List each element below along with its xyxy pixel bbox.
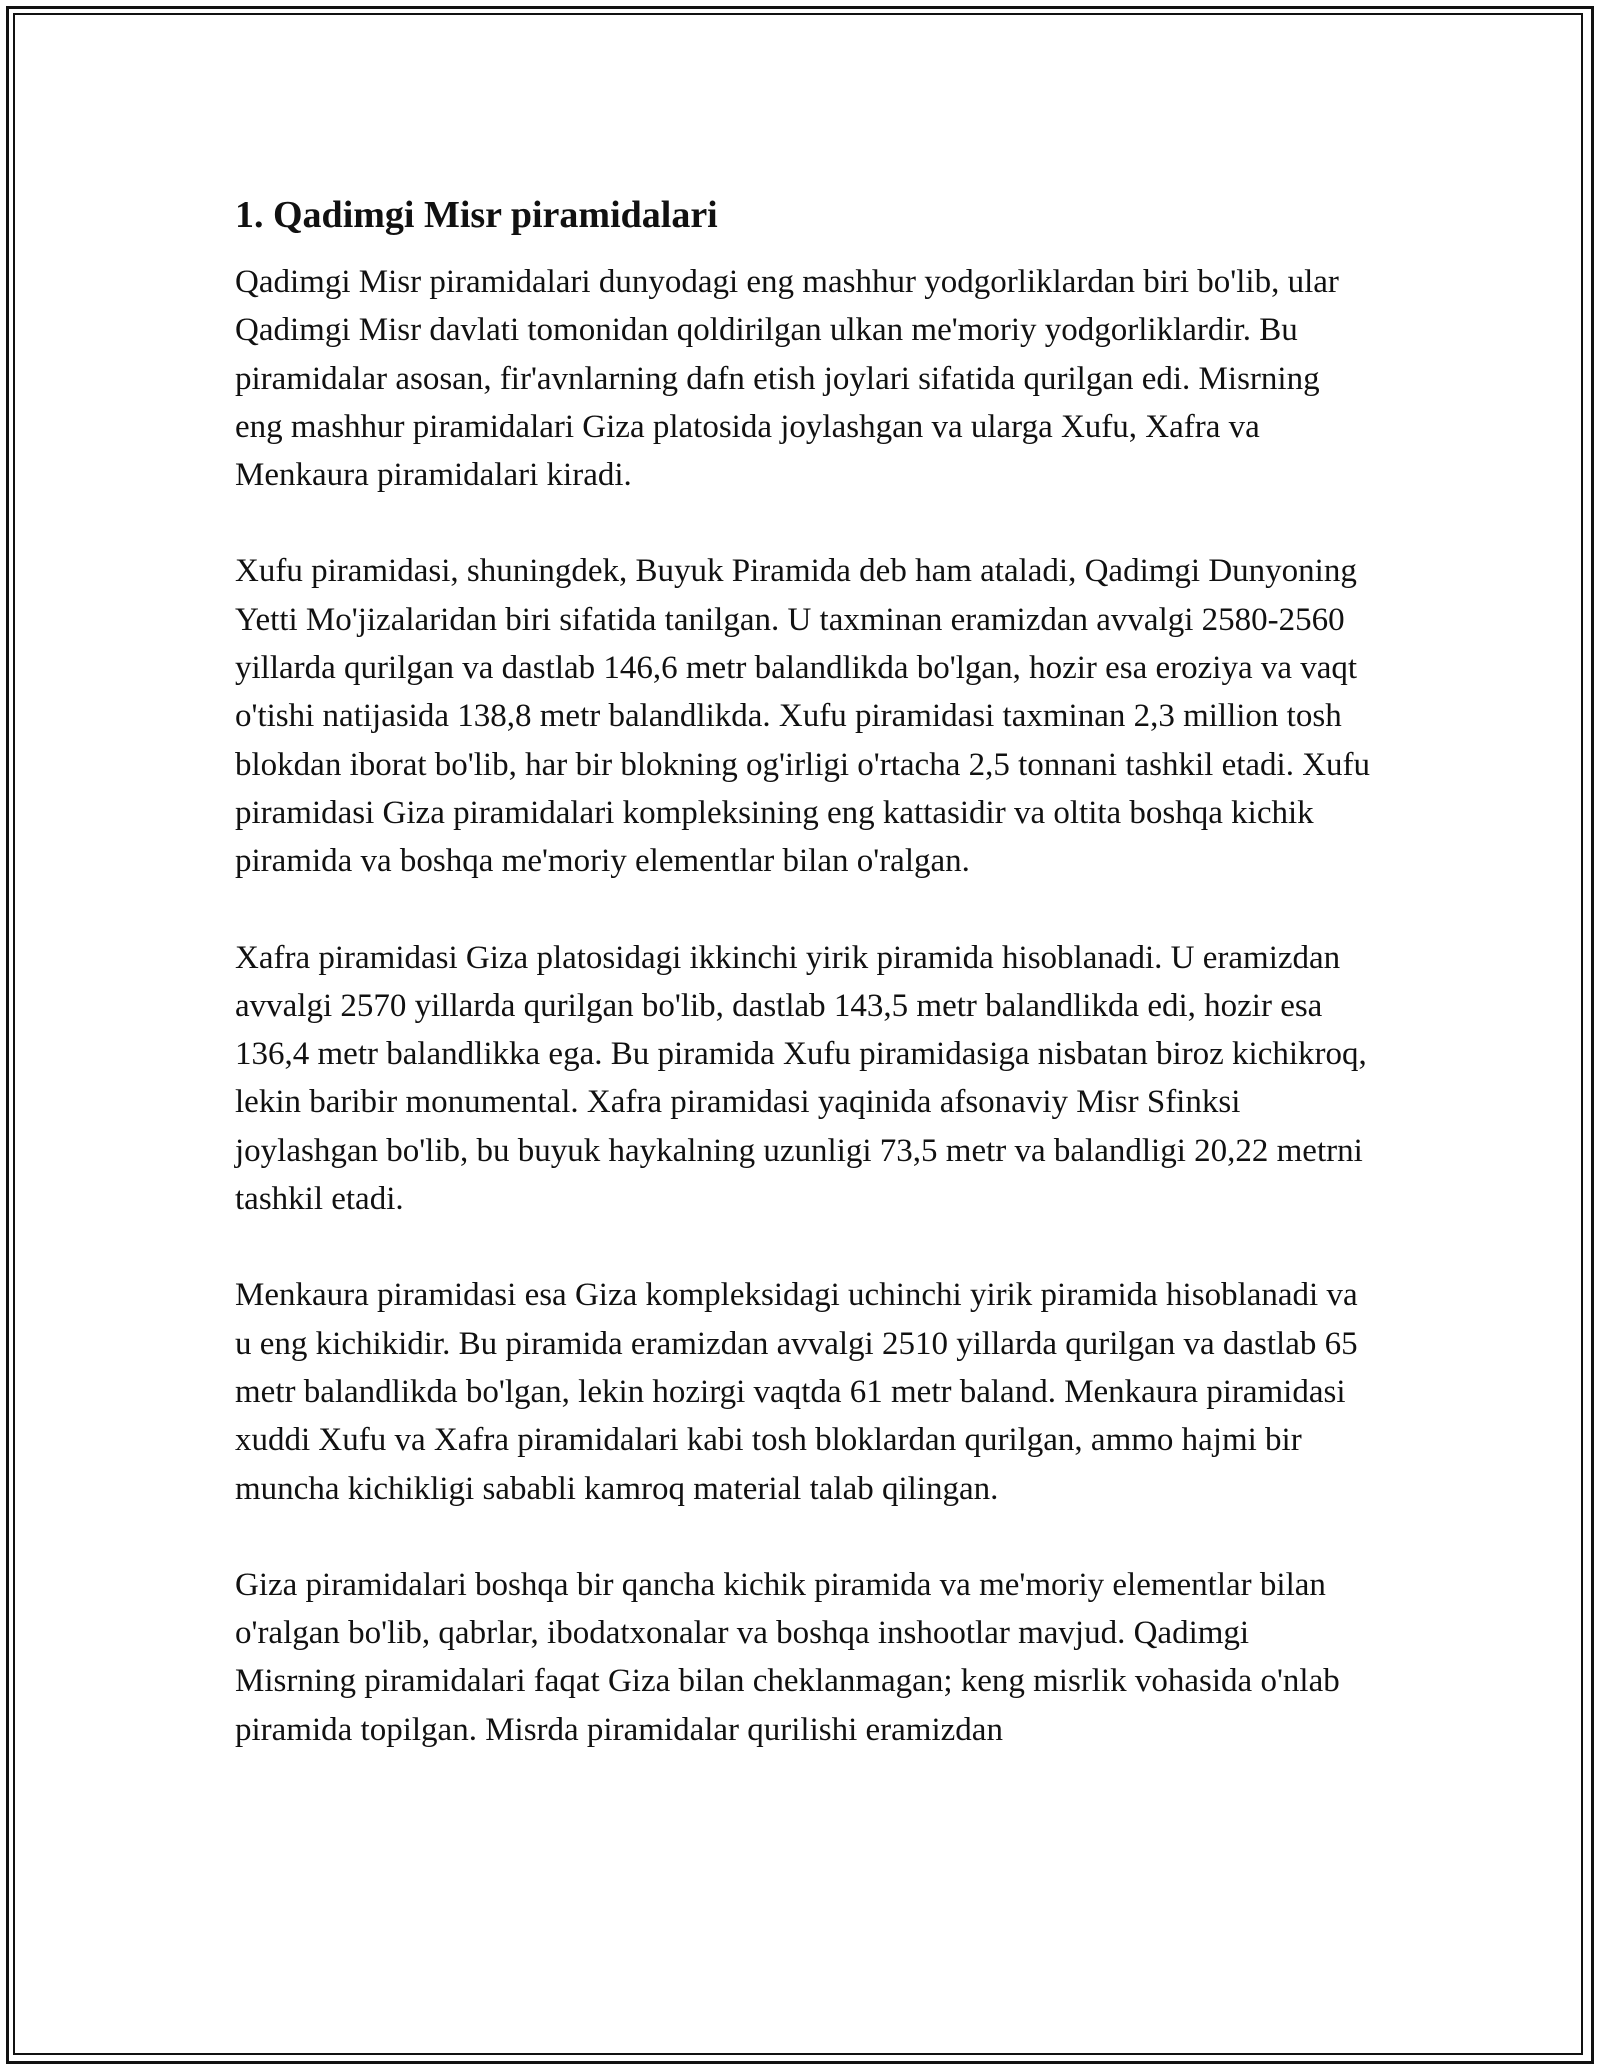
paragraph-giza-complex: Giza piramidalari boshqa bir qancha kichik piramida va me'moriy elementlar bilan o'ralgan bo'lib, qabrlar, ibodatxonalar va boshqa inshootlar mavjud. Qadimgi Misrning piramidalari faqat Giza bilan cheklanmagan; keng misrlik vohasida o'nlab piramida topilgan. Misrda piramidalar qurilishi eramizdan — [235, 1566, 1340, 1748]
paragraph-xufu: Xufu piramidasi, shuningdek, Buyuk Piramida deb ham ataladi, Qadimgi Dunyoning Yetti Mo'jizalaridan biri sifatida tanilgan. U taxminan eramizdan avvalgi 2580-2560 yillarda qurilgan va dastlab 146,6 metr balandlikda bo'lgan, hozir esa eroziya va vaqt o'tishi natijasida 138,8 metr balandlikda. Xufu piramidasi taxminan 2,3 million tosh blokdan iborat bo'lib, har bir blokning og'irligi o'rtacha 2,5 tonnani tashkil etadi. Xufu piramidasi Giza piramidalari kompleksining eng kattasidir va oltita boshqa kichik piramida va boshqa me'moriy elementlar bilan o'ralgan. — [235, 553, 1371, 880]
paragraph-menkaura: Menkaura piramidasi esa Giza kompleksidagi uchinchi yirik piramida hisoblanadi va u eng kichikidir. Bu piramida eramizdan avvalgi 2510 yillarda qurilgan va dastlab 65 metr balandlikda bo'lgan, lekin hozirgi vaqtda 61 metr baland. Menkaura piramidasi xuddi Xufu va Xafra piramidalari kabi tosh bloklardan qurilgan, ammo hajmi bir muncha kichikligi sababli kamroq material talab qilingan. — [235, 1277, 1358, 1507]
paragraph-intro: Qadimgi Misr piramidalari dunyodagi eng mashhur yodgorliklardan biri bo'lib, ular Qadimgi Misr davlati tomonidan qoldirilgan ulkan me'moriy yodgorliklardir. Bu piramidalar asosan, fir'avnlarning dafn etish joylari sifatida qurilgan edi. Misrning eng mashhur piramidalari Giza platosida joylashgan va ularga Xufu, Xafra va Menkaura piramidalari kiradi. — [235, 264, 1339, 494]
paragraph-xafra: Xafra piramidasi Giza platosidagi ikkinchi yirik piramida hisoblanadi. U eramizdan avvalgi 2570 yillarda qurilgan bo'lib, dastlab 143,5 metr balandlikda edi, hozir esa 136,4 metr balandlikka ega. Bu piramida Xufu piramidasiga nisbatan biroz kichikroq, lekin baribir monumental. Xafra piramidasi yaqinida afsonaviy Misr Sfinksi joylashgan bo'lib, bu buyuk haykalning uzunligi 73,5 metr va balandligi 20,22 metrni tashkil etadi. — [235, 939, 1367, 1218]
document-body — [235, 182, 1375, 1754]
section-heading: 1. Qadimgi Misr piramidalari — [235, 194, 718, 236]
